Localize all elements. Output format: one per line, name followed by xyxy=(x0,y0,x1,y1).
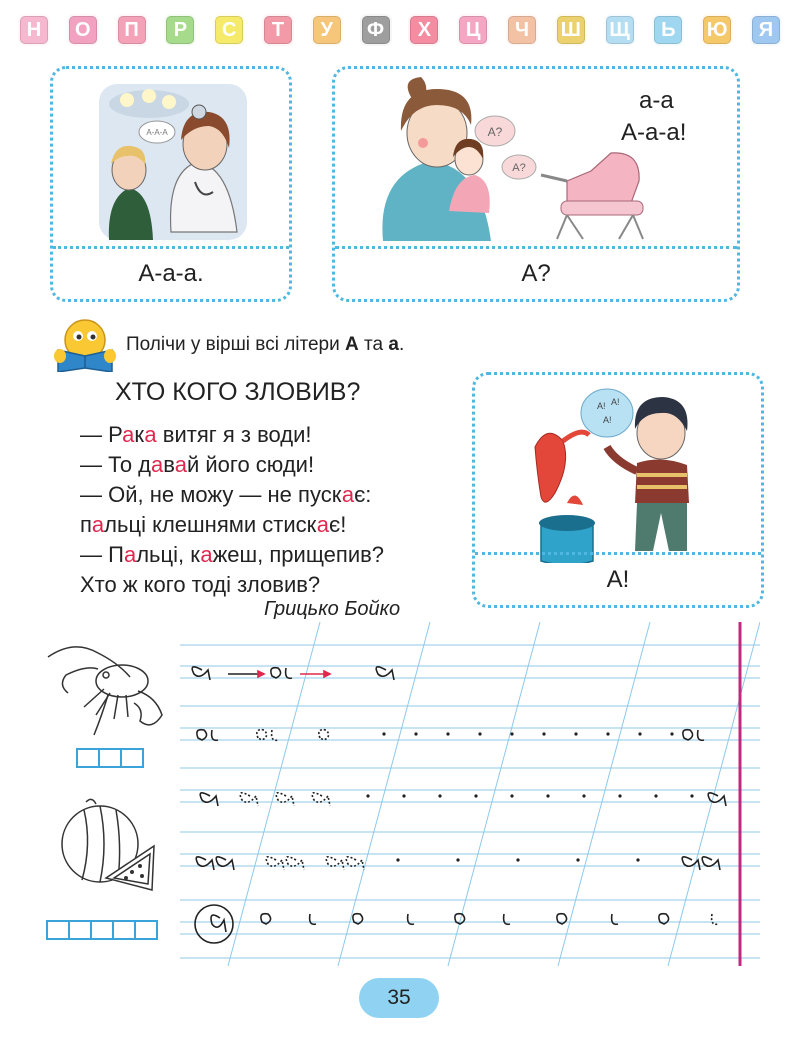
poem-text: жеш, прищепив? xyxy=(212,542,385,567)
poem-line xyxy=(80,540,384,570)
alphabet-tile: Т xyxy=(262,14,294,46)
highlighted-letter: а xyxy=(122,422,135,447)
doctor-bubble-text: А-А-А xyxy=(146,128,168,137)
letter-box[interactable] xyxy=(120,748,144,768)
boy-card xyxy=(472,372,764,608)
poem-text: п xyxy=(80,512,92,537)
poem-body xyxy=(80,420,384,600)
letter-box[interactable] xyxy=(46,920,70,940)
mother-speech-1: а-а xyxy=(639,87,674,114)
alphabet-tile: Ч xyxy=(506,14,538,46)
alphabet-tile: Х xyxy=(408,14,440,46)
letter-box[interactable] xyxy=(98,748,122,768)
alphabet-tile: Ь xyxy=(652,14,684,46)
reading-emoji-icon xyxy=(52,318,118,372)
highlighted-letter: а xyxy=(200,542,213,567)
crayfish-letter-boxes[interactable] xyxy=(78,748,144,768)
poem-line xyxy=(80,570,384,600)
watermelon-letter-boxes[interactable] xyxy=(48,920,158,940)
poem-text: в xyxy=(163,452,175,477)
highlighted-letter: а xyxy=(91,512,105,537)
poem-text: — Р xyxy=(80,422,123,447)
alphabet-tile: Ц xyxy=(457,14,489,46)
poem-line xyxy=(80,480,384,510)
alphabet-tile: Ш xyxy=(555,14,587,46)
poem-line xyxy=(80,450,384,480)
poem-text: Хто ж кого тоді зловив? xyxy=(80,572,321,597)
letter-box[interactable] xyxy=(90,920,114,940)
mother-illustration xyxy=(371,71,661,243)
instruction-upper: А xyxy=(345,334,359,355)
highlighted-letter: а xyxy=(316,512,329,537)
highlighted-letter: а xyxy=(151,452,164,477)
mother-bubble-1: А? xyxy=(487,125,503,139)
alphabet-strip xyxy=(18,14,782,50)
boy-caption: А! xyxy=(475,552,761,605)
alphabet-tile: У xyxy=(311,14,343,46)
mother-card xyxy=(332,66,740,302)
letter-box[interactable] xyxy=(76,748,100,768)
letter-box[interactable] xyxy=(134,920,158,940)
poem-text: — То д xyxy=(80,452,152,477)
letter-box[interactable] xyxy=(68,920,92,940)
letter-box[interactable] xyxy=(112,920,136,940)
page-number: 35 xyxy=(359,978,439,1018)
instruction-text xyxy=(126,334,404,356)
highlighted-letter: а xyxy=(174,452,187,477)
boy-bubble-2: А! xyxy=(611,397,620,407)
poem-text: є: xyxy=(354,482,372,507)
alphabet-tile: Щ xyxy=(604,14,636,46)
highlighted-letter: а xyxy=(341,482,355,507)
instruction-lower: а xyxy=(388,334,399,355)
mother-speech-2: А-а-а! xyxy=(621,119,687,146)
mother-caption: А? xyxy=(335,246,737,299)
highlighted-letter: а xyxy=(144,422,157,447)
poem-line xyxy=(80,510,384,540)
poem-title: ХТО КОГО ЗЛОВИВ? xyxy=(115,378,361,406)
alphabet-tile: Ф xyxy=(360,14,392,46)
poem-line xyxy=(80,420,384,450)
alphabet-tile: Ю xyxy=(701,14,733,46)
handwriting-practice-grid[interactable] xyxy=(180,622,760,966)
poem-text: льці, к xyxy=(136,542,201,567)
boy-bubble-3: А! xyxy=(603,415,612,425)
poem-text: льці клешнями стиск xyxy=(104,512,317,537)
instruction-end: . xyxy=(398,334,405,355)
instruction-middle: та xyxy=(358,334,389,355)
poem-text: к xyxy=(134,422,145,447)
poem-author: Грицько Бойко xyxy=(264,598,401,620)
doctor-caption: А-а-а. xyxy=(53,246,289,299)
crayfish-outline-image xyxy=(44,635,168,739)
alphabet-tile: Н xyxy=(18,14,50,46)
doctor-illustration xyxy=(97,82,249,242)
alphabet-tile: С xyxy=(213,14,245,46)
alphabet-tile: О xyxy=(67,14,99,46)
highlighted-letter: а xyxy=(123,542,137,567)
doctor-card xyxy=(50,66,292,302)
poem-text: — Ой, не можу — не пуск xyxy=(80,482,342,507)
alphabet-tile: Р xyxy=(164,14,196,46)
watermelon-outline-image xyxy=(56,796,160,898)
boy-crayfish-illustration xyxy=(511,383,721,563)
instruction-prefix: Полічи у вірші всі літери xyxy=(126,334,346,355)
boy-bubble-1: А! xyxy=(597,401,606,411)
mother-bubble-2: А? xyxy=(512,162,526,174)
poem-text: є! xyxy=(328,512,347,537)
poem-text: й його сюди! xyxy=(186,452,315,477)
alphabet-tile: П xyxy=(116,14,148,46)
alphabet-tile: Я xyxy=(750,14,782,46)
poem-text: витяг я з води! xyxy=(156,422,312,447)
poem-text: — П xyxy=(80,542,124,567)
